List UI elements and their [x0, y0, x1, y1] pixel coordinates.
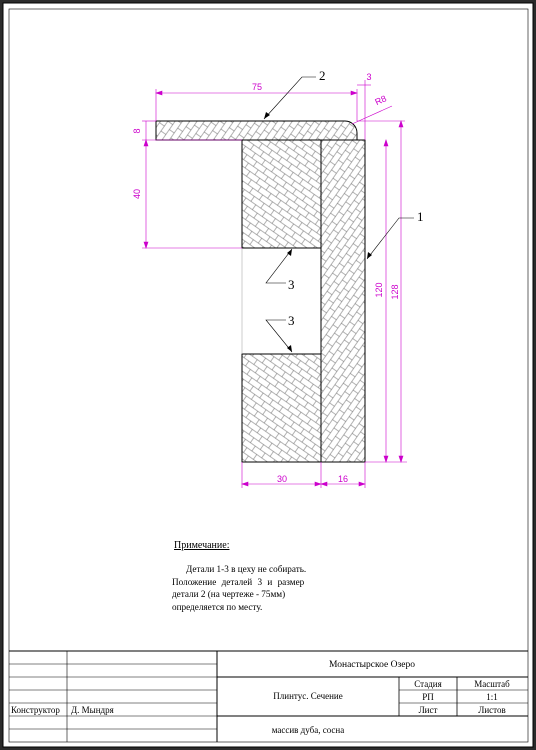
part-2-shelf — [156, 121, 357, 140]
drawing-name: Плинтус. Сечение — [273, 691, 343, 701]
dim-total-height: 128 — [390, 284, 400, 300]
note-line: детали 2 (на чертеже - 75мм) — [172, 589, 286, 599]
sheet-label: Лист — [418, 705, 438, 715]
sheets-label: Листов — [478, 705, 506, 715]
callout-part-3-lower: 3 — [288, 313, 295, 328]
project-name: Монастырское Озеро — [329, 660, 415, 670]
material: массив дуба, сосна — [271, 725, 345, 735]
dim-insert-height: 40 — [132, 188, 142, 200]
note-line: Детали 1-3 в цеху не собирать. — [186, 564, 307, 574]
role-label: Конструктор — [11, 705, 60, 715]
dim-gap: 3 — [366, 72, 372, 82]
scale-value: 1:1 — [486, 692, 498, 702]
part-3-lower-block — [242, 354, 321, 462]
part-3-upper-block — [242, 140, 321, 248]
scale-label: Масштаб — [474, 679, 510, 689]
stage-value: РП — [422, 692, 434, 702]
dim-plank-thickness: 16 — [337, 474, 349, 484]
dim-shelf-thickness: 8 — [132, 128, 142, 134]
dim-radius: R8 — [373, 93, 389, 108]
dim-shelf-width: 75 — [251, 82, 263, 92]
stage-label: Стадия — [414, 679, 442, 689]
note-line: определяется по месту. — [172, 601, 263, 612]
person-name: Д. Мындря — [71, 705, 114, 715]
dim-block-width: 30 — [276, 474, 288, 484]
part-1-plank — [321, 140, 365, 462]
callout-part-1: 1 — [417, 209, 424, 224]
note-body — [172, 563, 342, 613]
note-line: Положение деталей 3 и размер — [172, 576, 305, 587]
dim-inner-height: 120 — [374, 282, 384, 298]
callout-part-2: 2 — [319, 68, 326, 83]
callout-part-3-upper: 3 — [288, 277, 295, 292]
note-title: Примечание: — [174, 540, 230, 551]
